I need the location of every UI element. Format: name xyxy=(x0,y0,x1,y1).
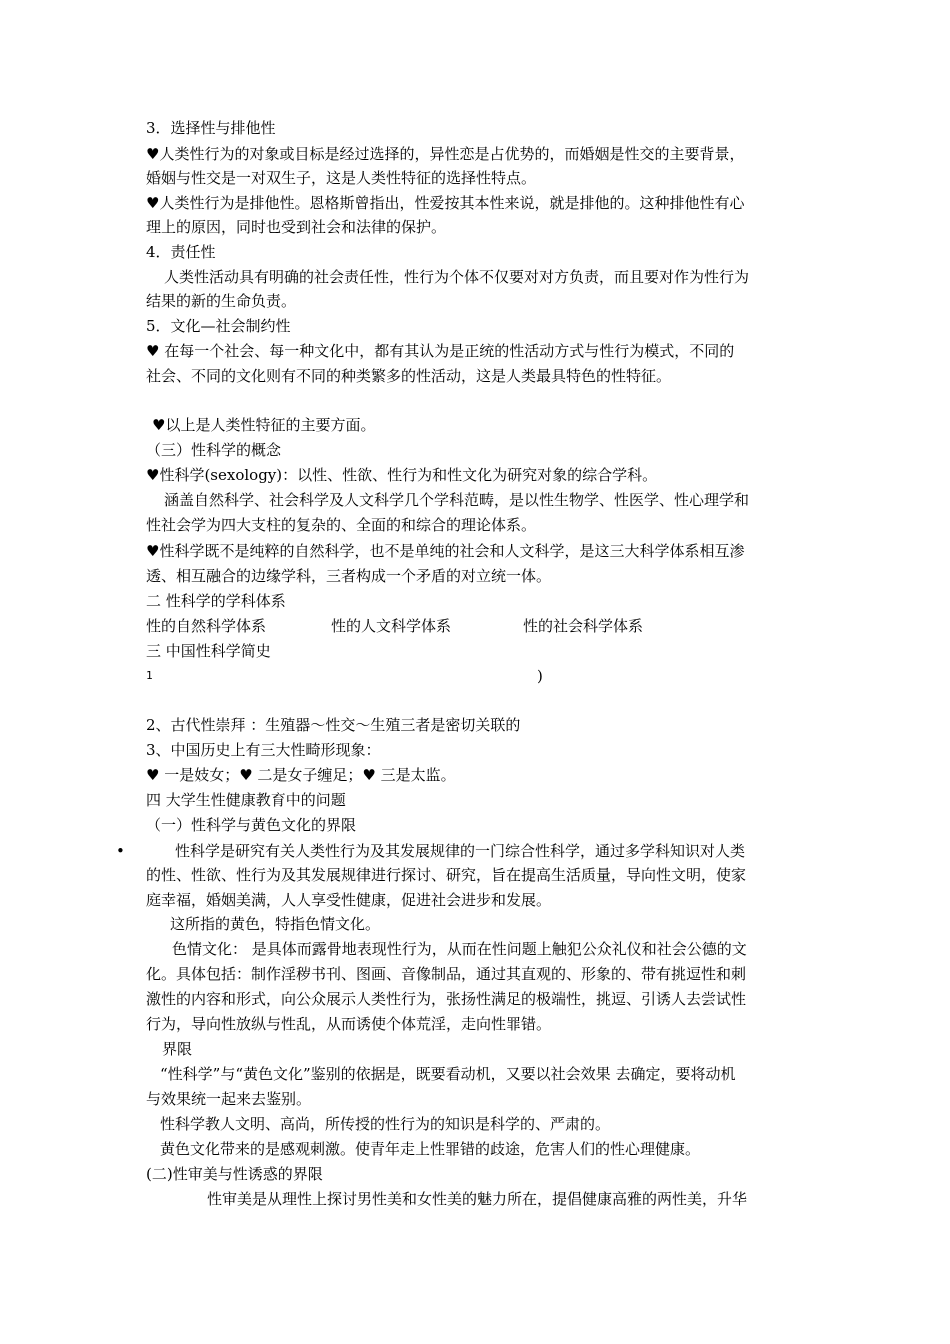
paragraph-line: 性科学是研究有关人类性行为及其发展规律的一门综合性科学，通过多学科知识对人类 xyxy=(175,842,746,860)
discipline-natural: 性的自然科学体系 xyxy=(146,617,267,635)
section-heading: （三）性科学的概念 xyxy=(146,441,282,459)
paragraph-line: 激性的内容和形式，向公众展示人类性行为，张扬性满足的极端性，挑逗、引诱人去尝试性 xyxy=(146,990,747,1008)
paragraph-line: 化。具体包括：制作淫秽书刊、图画、音像制品，通过其直观的、形象的、带有挑逗性和刺 xyxy=(146,965,747,983)
paragraph-line: 性科学教人文明、高尚，所传授的性行为的知识是科学的、严肃的。 xyxy=(160,1115,611,1133)
paragraph-line: 性审美是从理性上探讨男性美和女性美的魅力所在，提倡健康高雅的两性美，升华 xyxy=(207,1190,748,1208)
paragraph-line: 婚姻与性交是一对双生子，这是人类性特征的选择性特点。 xyxy=(146,169,537,187)
paragraph-line: 2、古代性崇拜 ：生殖器～性交～生殖三者是密切关联的 xyxy=(146,716,521,734)
heading-culture: 5．文化—社会制约性 xyxy=(146,317,291,335)
heading-selectivity: 3．选择性与排他性 xyxy=(146,119,276,137)
paragraph-line: 理上的原因，同时也受到社会和法律的保护。 xyxy=(146,218,447,236)
section-heading: 四 大学生性健康教育中的问题 xyxy=(146,791,346,809)
paragraph-line: 结果的新的生命负责。 xyxy=(146,292,297,310)
section-heading: 三 中国性科学简史 xyxy=(146,642,271,660)
paragraph-line: 色情文化： 是具体而露骨地表现性行为，从而在性问题上触犯公众礼仪和社会公德的文 xyxy=(172,940,747,958)
paragraph-line: 行为，导向性放纵与性乱，从而诱使个体荒淫，走向性罪错。 xyxy=(146,1015,552,1033)
paragraph-line: 的性、性欲、性行为及其发展规律进行探讨、研究，旨在提高生活质量，导向性文明，使家 xyxy=(146,866,747,884)
paragraph-line: ♥性科学既不是纯粹的自然科学，也不是单纯的社会和人文科学，是这三大科学体系相互渗 xyxy=(146,542,745,560)
paragraph-line: ♥ 在每一个社会、每一种文化中，都有其认为是正统的性活动方式与性行为模式，不同的 xyxy=(146,342,735,360)
paragraph-line: 黄色文化带来的是感观刺激。使青年走上性罪错的歧途，危害人们的性心理健康。 xyxy=(160,1140,701,1158)
paragraph-line: 性社会学为四大支柱的复杂的、全面的和综合的理论体系。 xyxy=(146,516,537,534)
discipline-social: 性的社会科学体系 xyxy=(523,617,644,635)
paragraph-line: ♥人类性行为是排他性。恩格斯曾指出，性爱按其本性来说，就是排他的。这种排他性有心 xyxy=(146,194,745,212)
subsection-heading: (二)性审美与性诱惑的界限 xyxy=(146,1165,323,1183)
paragraph-line: 3、中国历史上有三大性畸形现象： xyxy=(146,741,381,759)
paren-close: ) xyxy=(537,667,543,685)
paragraph-line: 庭幸福，婚姻美满，人人享受性健康，促进社会进步和发展。 xyxy=(146,891,552,909)
paragraph-line: 界限 xyxy=(162,1040,193,1058)
bullet-dot: • xyxy=(116,842,125,860)
paragraph-line: ♥人类性行为的对象或目标是经过选择的，异性恋是占优势的，而婚姻是性交的主要背景， xyxy=(146,145,745,163)
paragraph-line: 这所指的黄色，特指色情文化。 xyxy=(170,915,381,933)
discipline-humanities: 性的人文科学体系 xyxy=(331,617,452,635)
paragraph-line: 人类性活动具有明确的社会责任性，性行为个体不仅要对对方负责，而且要对作为性行为 xyxy=(164,268,750,286)
paragraph-line: 涵盖自然科学、社会科学及人文科学几个学科范畴，是以性生物学、性医学、性心理学和 xyxy=(164,491,750,509)
paragraph-line: 透、相互融合的边缘学科，三者构成一个矛盾的对立统一体。 xyxy=(146,567,552,585)
garbled-line: 1 xyxy=(146,669,154,682)
heading-responsibility: 4．责任性 xyxy=(146,243,216,261)
paragraph-line: 与效果统一起来去鉴别。 xyxy=(146,1090,312,1108)
subsection-heading: （一）性科学与黄色文化的界限 xyxy=(146,816,357,834)
paragraph-line: ♥性科学(sexology)：以性、性欲、性行为和性文化为研究对象的综合学科。 xyxy=(146,466,658,484)
paragraph-line: 社会、不同的文化则有不同的种类繁多的性活动，这是人类最具特色的性特征。 xyxy=(146,367,672,385)
paragraph-line: ♥以上是人类性特征的主要方面。 xyxy=(152,416,376,434)
paragraph-line: ♥ 一是妓女；♥ 二是女子缠足；♥ 三是太监。 xyxy=(146,766,456,784)
section-heading: 二 性科学的学科体系 xyxy=(146,592,286,610)
paragraph-line: “性科学”与“黄色文化”鉴别的依据是，既要看动机，又要以社会效果 去确定，要将动机 xyxy=(160,1065,736,1083)
